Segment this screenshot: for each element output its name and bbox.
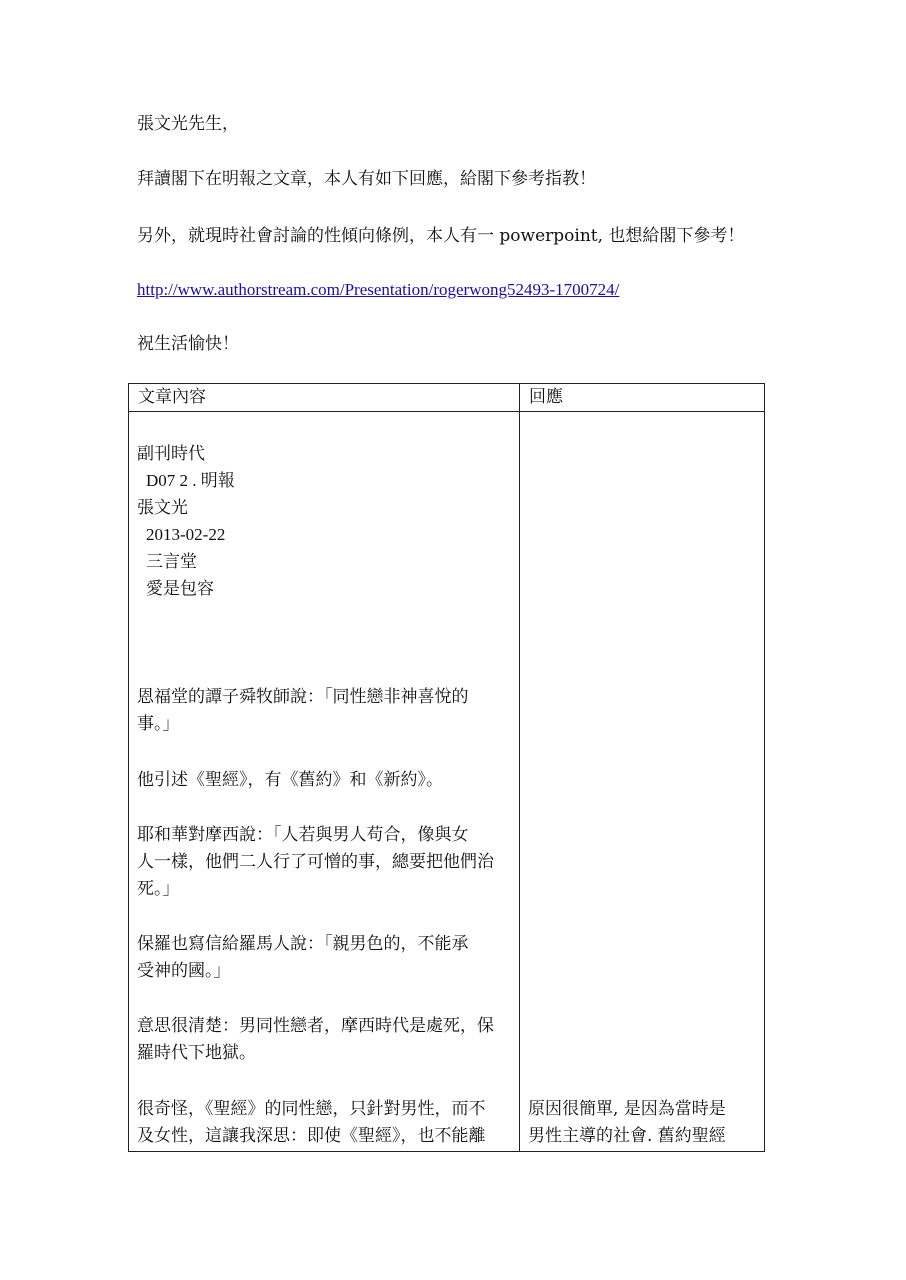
closing-line: 祝生活愉快！ — [137, 334, 239, 354]
article-page-source: D07 2 . 明報 — [146, 471, 235, 490]
response-line: 原因很簡單, 是因為當時是 — [528, 1099, 726, 1119]
response-cell — [520, 412, 765, 1152]
article-line: 意思很清楚：男同性戀者，摩西時代是處死，保 — [137, 1016, 494, 1036]
header-article-content: 文章內容 — [129, 384, 520, 412]
article-line: 羅時代下地獄。 — [137, 1043, 256, 1063]
article-line: 保羅也寫信給羅馬人說：「親男色的，不能承 — [137, 934, 469, 954]
table-header-row — [129, 384, 765, 412]
article-section: 副刊時代 — [137, 444, 205, 464]
presentation-link[interactable]: http://www.authorstream.com/Presentation/rogerwong52493-1700724/ — [137, 280, 620, 299]
article-line: 事。」 — [137, 714, 180, 734]
article-cell — [129, 412, 520, 1152]
article-line: 耶和華對摩西說：「人若與男人苟合，像與女 — [137, 825, 469, 845]
table-body-row — [129, 412, 765, 1152]
article-line: 人一樣，他們二人行了可憎的事，總要把他們治 — [137, 852, 494, 872]
article-column: 三言堂 — [146, 552, 197, 572]
article-date: 2013-02-22 — [146, 525, 226, 544]
article-line: 他引述《聖經》，有《舊約》和《新約》。 — [137, 770, 443, 790]
article-line: 及女性，這讓我深思：即使《聖經》，也不能離 — [137, 1126, 486, 1146]
header-response: 回應 — [520, 384, 765, 412]
article-line: 受神的國。」 — [137, 961, 231, 981]
intro-paragraph-2: 另外，就現時社會討論的性傾向條例，本人有一 powerpoint, 也想給閣下參考！ — [137, 226, 745, 246]
article-line: 死。」 — [137, 879, 180, 899]
article-line: 很奇怪，《聖經》的同性戀，只針對男性，而不 — [137, 1099, 486, 1119]
response-line: 男性主導的社會. 舊約聖經 — [528, 1126, 726, 1146]
article-title: 愛是包容 — [146, 579, 214, 599]
article-response-table — [128, 383, 765, 1152]
article-author: 張文光 — [137, 498, 188, 518]
salutation: 張文光先生， — [137, 114, 239, 134]
article-line: 恩福堂的譚子舜牧師說：「同性戀非神喜悅的 — [137, 687, 469, 707]
intro-paragraph-1: 拜讀閣下在明報之文章，本人有如下回應，給閣下參考指教！ — [137, 169, 596, 189]
